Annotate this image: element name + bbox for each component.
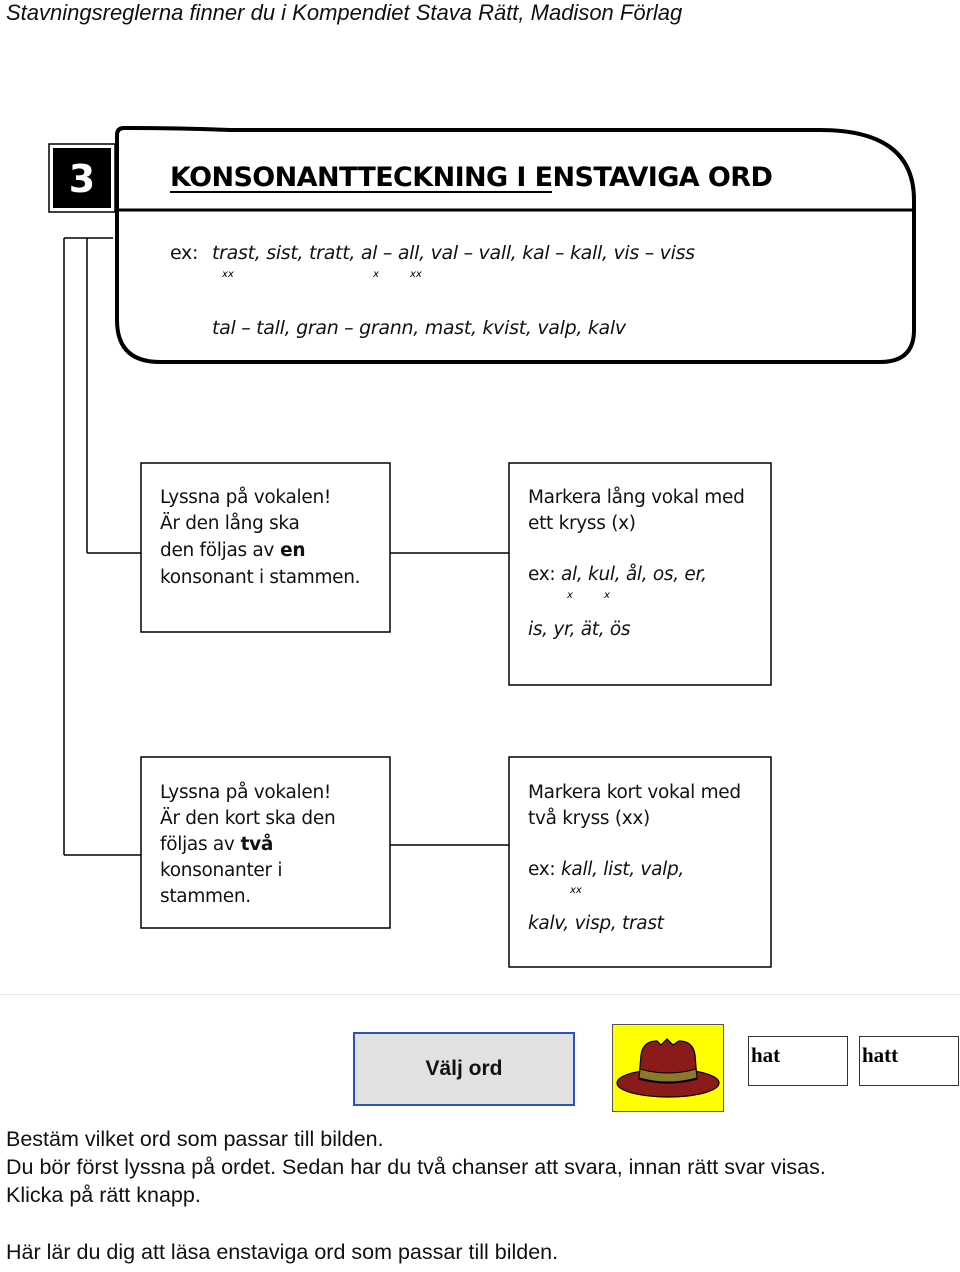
- short-q-line1: Lyssna på vokalen!: [160, 782, 331, 803]
- long-rule-line1: Markera lång vokal med: [528, 487, 745, 508]
- answer-button-hat[interactable]: hat: [748, 1036, 848, 1086]
- svg-text:följas avtvå: [160, 833, 273, 855]
- long-example-line1: al, kul, ål, os, er,: [561, 564, 707, 585]
- short-rule-line2: två kryss (xx): [528, 808, 650, 829]
- rule-example-line1: trast, sist, tratt, al – all, val – vall, kal – kall, vis – viss: [212, 242, 695, 264]
- svg-text:den följas aven: [160, 540, 305, 561]
- short-rule-line1: Markera kort vokal med: [528, 782, 741, 803]
- choose-word-button[interactable]: Välj ord: [353, 1032, 575, 1106]
- short-q-bold: två: [240, 834, 274, 855]
- instruction-line-2: Du bör först lyssna på ordet. Sedan har du två chanser att svara, innan rätt svar visas.: [6, 1155, 826, 1179]
- long-example-mark-1: x: [567, 590, 573, 601]
- hat-icon: [613, 1025, 723, 1111]
- long-q-line2: Är den lång ska: [160, 513, 300, 534]
- short-q-line3: följas av: [160, 834, 235, 855]
- short-example-line1: kall, list, valp,: [561, 859, 684, 880]
- rule-title: KONSONANTTECKNING I ENSTAVIGA ORD: [170, 162, 773, 193]
- long-q-line3: den följas av: [160, 540, 275, 561]
- short-example-prefix: ex:: [528, 859, 556, 880]
- long-example-mark-2: x: [604, 590, 610, 601]
- long-example-prefix: ex:: [528, 564, 556, 585]
- hat-picture: [612, 1024, 724, 1112]
- rule-example-prefix: ex:: [170, 242, 199, 264]
- instruction-line-3: Klicka på rätt knapp.: [6, 1183, 201, 1207]
- short-q-line4: konsonanter i: [160, 860, 283, 881]
- short-q-line2: Är den kort ska den: [160, 808, 336, 829]
- short-q-line5: stammen.: [160, 886, 251, 907]
- rule-example-line2: tal – tall, gran – grann, mast, kvist, valp, kalv: [212, 317, 626, 339]
- rule-example-mark-2: x: [373, 269, 379, 280]
- long-q-bold: en: [280, 540, 306, 561]
- instruction-line-4: Här lär du dig att läsa enstaviga ord som passar till bilden.: [6, 1240, 559, 1264]
- rule-example-mark-3: xx: [410, 269, 422, 280]
- long-q-line4: konsonant i stammen.: [160, 567, 361, 588]
- instruction-line-1: Bestäm vilket ord som passar till bilden.: [6, 1127, 384, 1151]
- short-example-mark-1: xx: [570, 885, 582, 896]
- rule-number: 3: [68, 157, 96, 201]
- short-example-line2: kalv, visp, trast: [528, 913, 664, 934]
- section-divider: [0, 994, 960, 995]
- long-q-line1: Lyssna på vokalen!: [160, 487, 331, 508]
- long-rule-line2: ett kryss (x): [528, 513, 636, 534]
- answer-button-hatt[interactable]: hatt: [859, 1036, 959, 1086]
- rule-example-mark-1: xx: [222, 269, 234, 280]
- long-example-line2: is, yr, ät, ös: [528, 619, 631, 640]
- source-caption: Stavningsreglerna finner du i Kompendiet Stava Rätt, Madison Förlag: [6, 0, 683, 25]
